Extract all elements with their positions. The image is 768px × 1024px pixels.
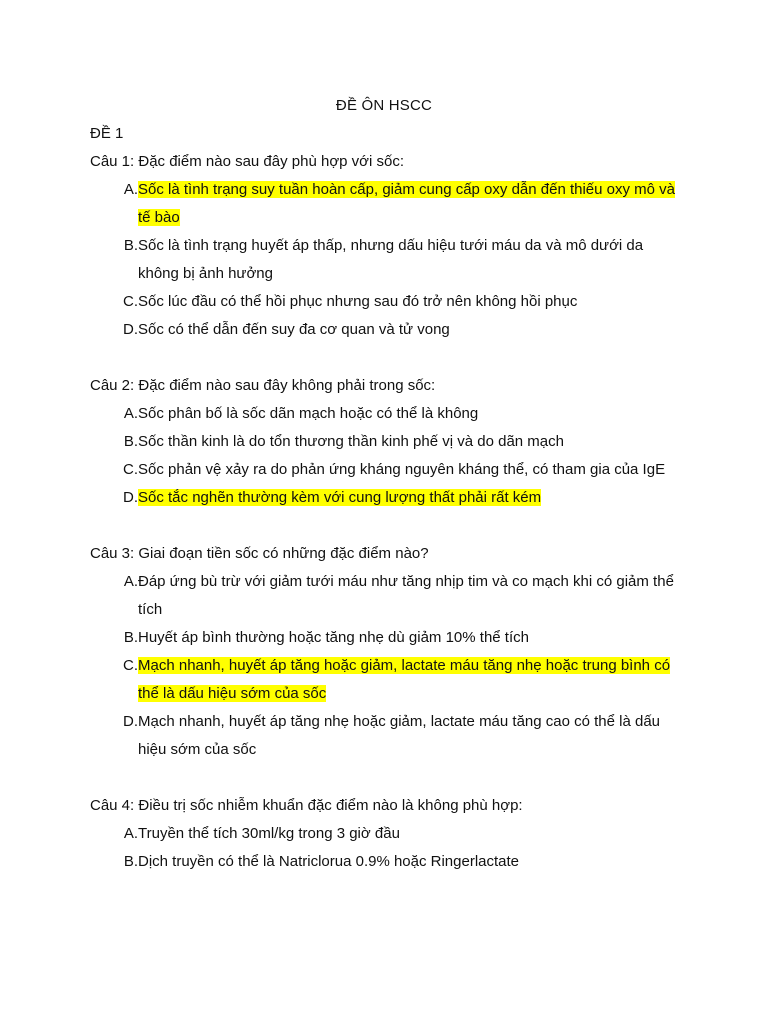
exam-set-label: ĐỀ 1 (90, 125, 124, 142)
answer-text-content: Mạch nhanh, huyết áp tăng nhẹ hoặc giảm, lactate máu tăng cao có thể là dấu hiệu sớm của sốc (138, 713, 661, 758)
answer-options (90, 820, 768, 876)
answer-text (138, 400, 678, 428)
question-text: Câu 1: Đặc điểm nào sau đây phù hợp với sốc: (90, 153, 405, 170)
answer-option (90, 428, 768, 456)
answer-text (138, 568, 678, 624)
answer-text (138, 484, 678, 512)
answer-option (90, 568, 768, 624)
question-text: Câu 3: Giai đoạn tiền sốc có những đặc điểm nào? (90, 545, 429, 562)
answer-text (138, 820, 678, 848)
answer-option (90, 456, 768, 484)
answer-text-content: Sốc phản vệ xảy ra do phản ứng kháng nguyên kháng thể, có tham gia của IgE (138, 461, 666, 478)
answer-letter: B. (123, 433, 138, 450)
answer-letter: D. (123, 321, 138, 338)
question-2 (90, 372, 768, 512)
answer-text (138, 316, 678, 344)
answer-letter: C. (123, 461, 138, 478)
answer-text-content: Sốc phân bố là sốc dãn mạch hoặc có thể là không (138, 405, 479, 422)
answer-text-content: Sốc thần kinh là do tổn thương thần kinh phế vị và do dãn mạch (138, 433, 564, 450)
answer-text (138, 428, 678, 456)
answer-text (138, 652, 678, 708)
answer-option (90, 848, 768, 876)
answer-options (90, 400, 768, 512)
answer-option (90, 232, 768, 288)
answer-letter: D. (123, 489, 138, 506)
answer-text-content: Sốc tắc nghẽn thường kèm với cung lượng thất phải rất kém (138, 489, 542, 506)
answer-option (90, 400, 768, 428)
answer-option (90, 652, 768, 708)
answer-option (90, 176, 768, 232)
answer-letter: A. (123, 405, 138, 422)
answer-text (138, 232, 678, 288)
answer-letter: C. (123, 657, 138, 674)
answer-option (90, 708, 768, 764)
answer-letter: A. (123, 573, 138, 590)
answer-letter: B. (123, 629, 138, 646)
answer-option (90, 820, 768, 848)
question-1 (90, 148, 768, 344)
answer-letter: B. (123, 237, 138, 254)
answer-text (138, 624, 678, 652)
answer-text-content: Mạch nhanh, huyết áp tăng hoặc giảm, lactate máu tăng nhẹ hoặc trung bình có thể là dấu hiệu sớm của sốc (138, 657, 671, 702)
document-title: ĐỀ ÔN HSCC (335, 97, 433, 114)
answer-letter: D. (123, 713, 138, 730)
question-text: Câu 2: Đặc điểm nào sau đây không phải trong sốc: (90, 377, 436, 394)
answer-text-content: Huyết áp bình thường hoặc tăng nhẹ dù giảm 10% thể tích (138, 629, 529, 646)
question-3 (90, 540, 768, 764)
answer-text-content: Dịch truyền có thể là Natriclorua 0.9% hoặc Ringerlactate (138, 853, 520, 870)
answer-text-content: Truyền thể tích 30ml/kg trong 3 giờ đầu (138, 825, 400, 842)
answer-text-content: Sốc lúc đầu có thể hồi phục nhưng sau đó trở nên không hồi phục (138, 293, 578, 310)
answer-letter: B. (123, 853, 138, 870)
answer-text-content: Sốc có thể dẫn đến suy đa cơ quan và tử vong (138, 321, 450, 338)
question-4 (90, 792, 768, 876)
answer-options (90, 176, 768, 344)
answer-text-content: Sốc là tình trạng huyết áp thấp, nhưng dấu hiệu tưới máu da và mô dưới da không bị ảnh hưởng (138, 237, 644, 282)
answer-text-content: Sốc là tình trạng suy tuần hoàn cấp, giảm cung cấp oxy dẫn đến thiếu oxy mô và tế bào (138, 181, 676, 226)
answer-letter: C. (123, 293, 138, 310)
answer-options (90, 568, 768, 764)
answer-text (138, 288, 678, 316)
answer-option (90, 316, 768, 344)
answer-text (138, 848, 678, 876)
answer-letter: A. (123, 825, 138, 842)
answer-text (138, 456, 678, 484)
answer-text (138, 708, 678, 764)
answer-option (90, 484, 768, 512)
answer-text-content: Đáp ứng bù trừ với giảm tưới máu như tăng nhịp tim và co mạch khi có giảm thể tích (138, 573, 674, 618)
answer-option (90, 288, 768, 316)
answer-letter: A. (123, 181, 138, 198)
question-text: Câu 4: Điều trị sốc nhiễm khuẩn đặc điểm nào là không phù hợp: (90, 797, 523, 814)
answer-option (90, 624, 768, 652)
answer-text (138, 176, 678, 232)
